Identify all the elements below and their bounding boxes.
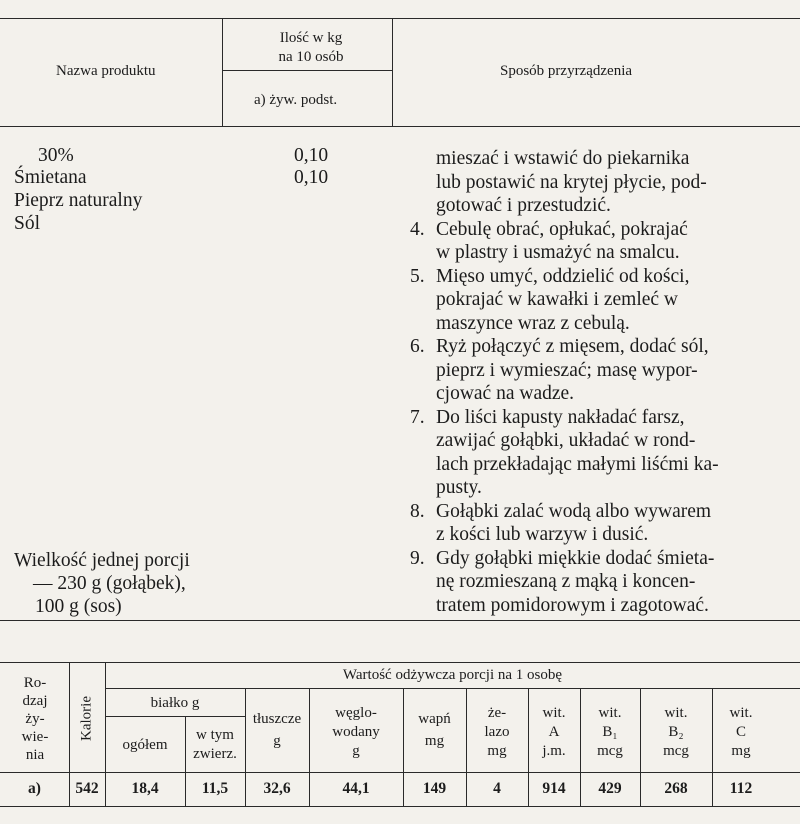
header-preparation-method: Sposób przyrządzenia xyxy=(500,63,633,79)
step-number: 8. xyxy=(410,500,425,522)
step-text: Gdy gołąbki miękkie dodać śmieta- nę rozmieszaną z mąką i koncen- tratem pomidorowym i zagotować. xyxy=(436,547,715,616)
header-quantity-basic: a) żyw. podst. xyxy=(254,92,338,108)
header-protein-total: ogółem xyxy=(122,737,168,753)
step-continued xyxy=(436,147,772,218)
value-protein-total: 18,4 xyxy=(131,780,159,797)
value-vit-b2: 268 xyxy=(664,780,688,797)
upper-header-bottom-rule xyxy=(0,126,800,127)
step-number: 9. xyxy=(410,547,425,569)
upper-table-bottom-rule xyxy=(0,620,800,621)
step-text: Ryż połączyć z mięsem, dodać sól, pieprz i wymieszać; masę wypor- cjować na wadze. xyxy=(436,336,709,404)
value-carbs: 44,1 xyxy=(342,780,370,797)
header-fat: tłuszcze g xyxy=(252,711,302,749)
step-number: 6. xyxy=(410,336,425,357)
nutrition-bottom-rule xyxy=(0,806,800,807)
preparation-steps xyxy=(410,147,772,617)
upper-table-divider-2 xyxy=(392,18,393,126)
portion-size-line: — 230 g (gołąbek), xyxy=(33,573,186,594)
product-name: Śmietana xyxy=(14,167,87,188)
product-name: 30% xyxy=(38,145,74,166)
step-text: Gołąbki zalać wodą albo wywarem z kości lub warzyw i dusić. xyxy=(436,500,712,545)
upper-table-top-rule xyxy=(0,18,800,19)
header-protein-group: białko g xyxy=(150,695,200,711)
step-text: Do liści kapusty nakładać farsz, zawijać gołąbki, układać w rond- lach przekładając małymi liśćmi ka- pusty. xyxy=(436,406,719,498)
upper-table-divider-1 xyxy=(222,18,223,126)
header-iron: że- lazo mg xyxy=(484,705,510,759)
header-diet-type: Ro- dzaj ży- wie- nia xyxy=(21,675,49,763)
value-vit-c: 112 xyxy=(729,780,753,797)
nutrition-title-rule xyxy=(105,688,800,689)
step-text: Mięso umyć, oddzielić od kości, pokrajać w kawałki i zemleć w maszynce wraz z cebulą. xyxy=(436,265,690,334)
step-item xyxy=(410,406,772,500)
step-item xyxy=(410,265,772,336)
portion-size-line: Wielkość jednej porcji xyxy=(14,550,190,571)
quantity-sub-rule xyxy=(222,70,392,71)
nutrition-header-bottom-rule xyxy=(0,772,800,773)
header-vit-a: wit. A j.m. xyxy=(542,705,566,759)
header-calories: Kalorie xyxy=(78,696,95,741)
value-calcium: 149 xyxy=(422,780,447,797)
header-vit-b2: wit. B₂ mcg xyxy=(663,705,689,759)
step-text: mieszać i wstawić do piekarnika lub postawić na krytej płycie, pod- gotować i przestudzić. xyxy=(436,148,707,216)
protein-group-rule xyxy=(105,716,245,717)
step-number: 7. xyxy=(410,406,425,428)
header-quantity: Ilość w kg na 10 osób xyxy=(278,30,344,65)
header-carbs: węglo- wodany g xyxy=(332,705,380,759)
value-protein-animal: 11,5 xyxy=(201,780,229,797)
value-fat: 32,6 xyxy=(263,780,291,797)
step-item xyxy=(410,335,772,406)
step-item xyxy=(410,547,772,618)
value-vit-b1: 429 xyxy=(598,780,622,797)
header-product-name: Nazwa produktu xyxy=(56,63,156,79)
portion-size-line: 100 g (sos) xyxy=(35,596,122,617)
product-name: Sól xyxy=(14,213,41,234)
product-name: Pieprz naturalny xyxy=(14,190,143,211)
header-protein-animal: w tym zwierz. xyxy=(193,727,237,762)
step-item xyxy=(410,500,772,547)
value-vit-a: 914 xyxy=(542,780,566,797)
step-item xyxy=(410,218,772,265)
step-number: 4. xyxy=(410,218,425,240)
value-iron: 4 xyxy=(493,780,501,797)
product-qty: 0,10 xyxy=(294,167,329,188)
value-diet-type: a) xyxy=(28,780,41,797)
header-calcium: wapń mg xyxy=(418,711,451,749)
step-text: Cebulę obrać, opłukać, pokrajać w plastry i usmażyć na smalcu. xyxy=(436,218,688,263)
nutrition-title: Wartość odżywcza porcji na 1 osobę xyxy=(342,667,563,683)
nutrition-top-rule xyxy=(0,662,800,663)
product-qty: 0,10 xyxy=(294,145,329,166)
step-number: 5. xyxy=(410,265,425,287)
header-vit-c: wit. C mg xyxy=(729,705,753,759)
value-calories: 542 xyxy=(75,780,99,797)
header-vit-b1: wit. B₁ mcg xyxy=(597,705,623,759)
